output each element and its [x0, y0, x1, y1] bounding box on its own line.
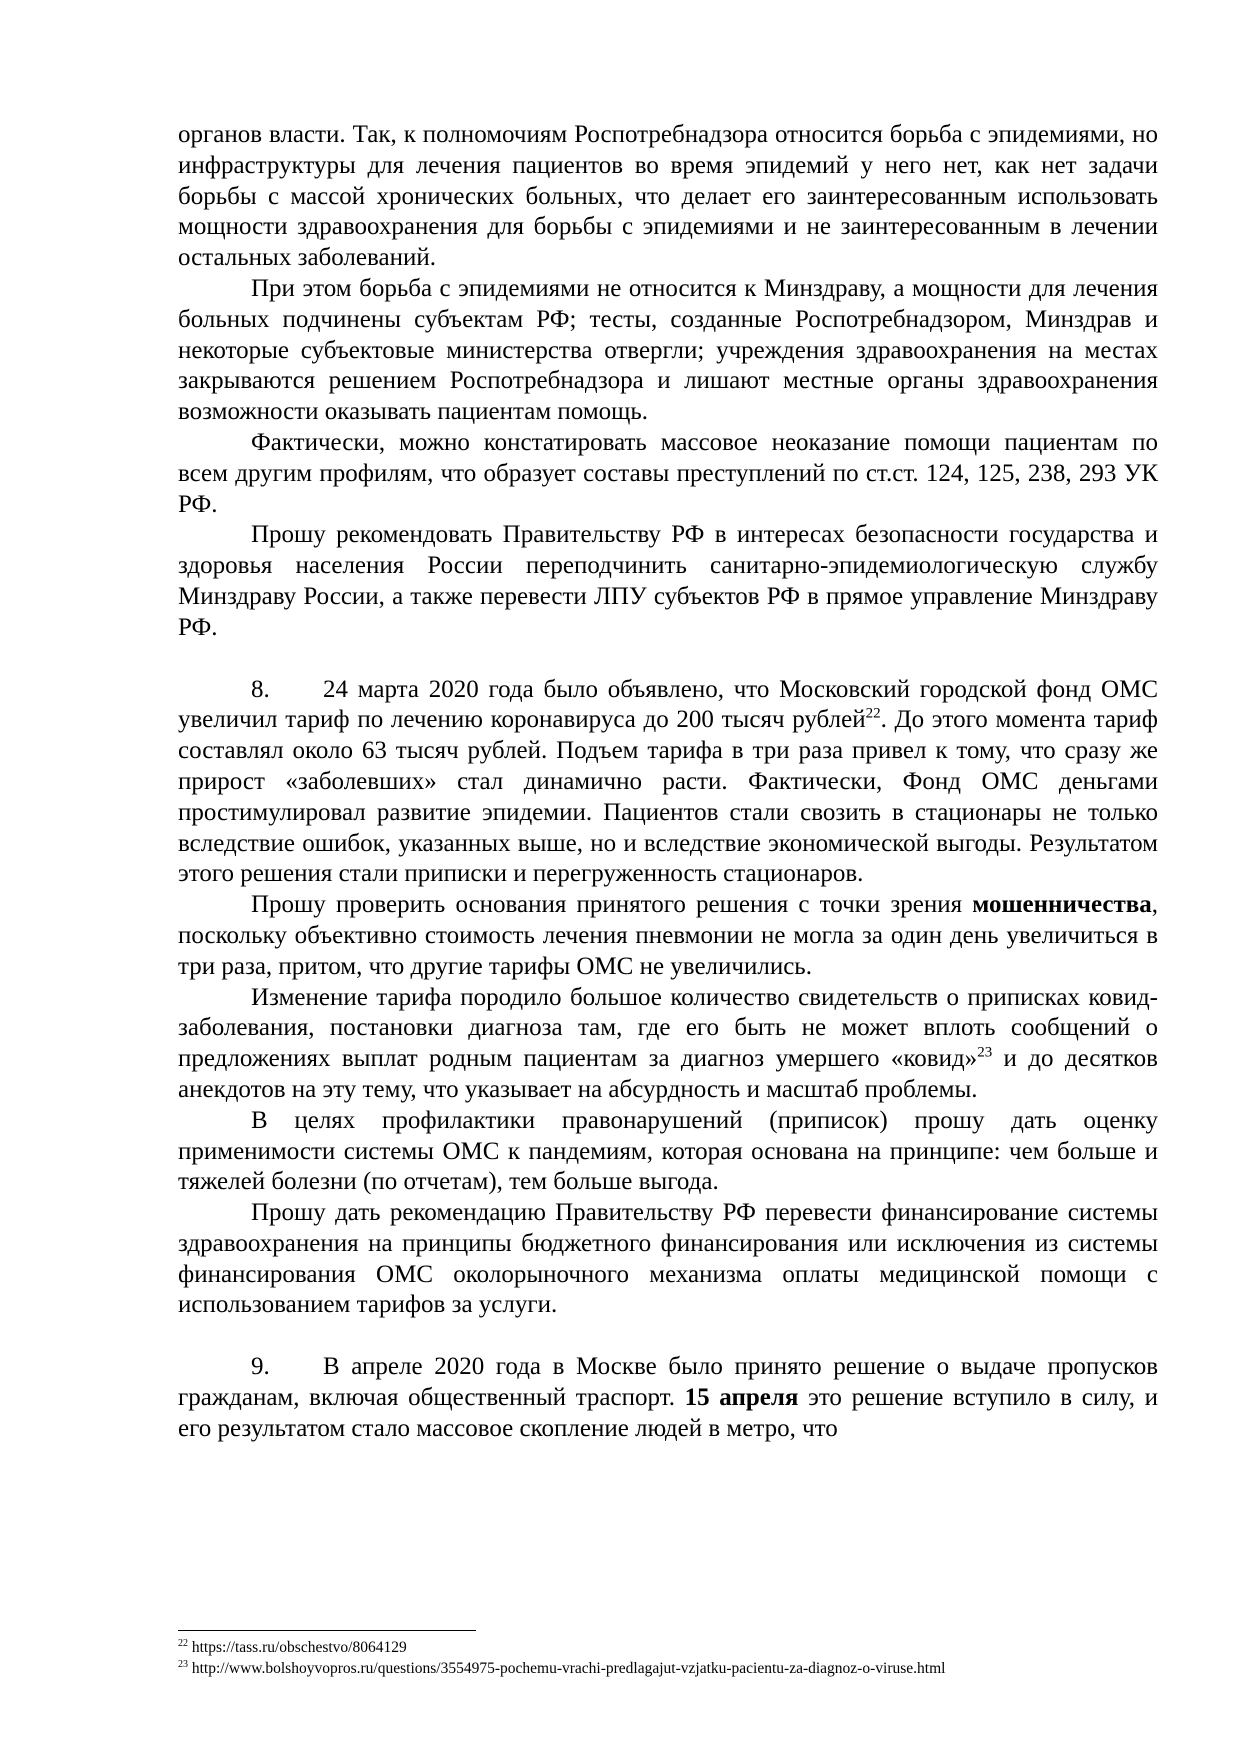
paragraph-prevention: В целях профилактики правонарушений (приписок) прошу дать оценку применимости системы ОМС к пандемиям, которая основана на принципе: чем больше и тяжелей болезни (по отчетам), тем больше выгода. — [178, 1106, 1158, 1196]
tariff-text-end: и до десятков анекдотов на эту тему, что указывает на абсурдность и масштаб проблемы. — [178, 1045, 1158, 1103]
paragraph-gap — [178, 644, 1158, 675]
paragraph-minzdrav: При этом борьба с эпидемиями не относится к Минздраву, а мощности для лечения больных подчинены субъектам РФ; тесты, созданные Роспотребнадзором, Минздрав и некоторые субъектовые министерства отвергли; учреждения здравоохранения на местах закрываются решением Роспотребнадзора и лишают местные органы здравоохранения возможности оказывать пациентам помощь. — [178, 274, 1158, 426]
footnote-22 — [178, 1637, 1178, 1658]
paragraph-financing: Прошу дать рекомендацию Правительству РФ перевести финансирование системы здравоохранения на принципы бюджетного финансирования или исключения из системы финансирования ОМС околорыночного механизма оплаты медицинской помощи с использованием тарифов за услуги. — [178, 1199, 1158, 1319]
item-number: 9. — [251, 1353, 270, 1381]
footnote-23 — [178, 1658, 1178, 1679]
item-9-text-end: это решение вступило в силу, и его результатом стало массовое скопление людей в метро, что — [178, 1384, 1158, 1442]
fraud-text-start: Прошу проверить основания принятого решения с точки зрения — [251, 891, 973, 919]
item-number: 8. — [251, 675, 270, 703]
document-body — [178, 120, 1158, 1445]
paragraph-item-8 — [178, 675, 1158, 891]
paragraph-no-care: Фактически, можно констатировать массовое неоказание помощи пациентам по всем другим профилям, что образует составы преступлений по ст.ст. 124, 125, 238, 293 УК РФ. — [178, 428, 1158, 518]
footnote-link[interactable]: http://www.bolshoyvopros.ru/questions/3554975-pochemu-vrachi-predlagajut-vzjatku-pacientu-za-diagnoz-o-viruse.html — [191, 1660, 946, 1677]
footnote-link[interactable]: https://tass.ru/obschestvo/8064129 — [191, 1639, 407, 1656]
paragraph-authorities: органов власти. Так, к полномочиям Роспотребнадзора относится борьба с эпидемиями, но инфраструктуры для лечения пациентов во время эпидемий у него нет, как нет задачи борьбы с массой хронических больных, что делает его заинтересованным использовать мощности здравоохранения для борьбы с эпидемиями и не заинтересованным в лечении остальных заболеваний. — [178, 121, 1158, 272]
paragraph-tariff-change — [178, 983, 1158, 1106]
footnote-ref-23[interactable]: 23 — [977, 1044, 993, 1061]
fraud-bold-term: мошенничества — [972, 891, 1152, 919]
footnote-ref-22[interactable]: 22 — [865, 706, 881, 723]
paragraph-gap — [178, 1321, 1158, 1352]
paragraph-item-9 — [178, 1352, 1158, 1444]
fraud-text-end: , поскольку объективно стоимость лечения пневмонии не могла за один день увеличиться в три раза, притом, что другие тарифы ОМС не увеличились. — [178, 891, 1158, 980]
footnotes — [178, 1637, 1178, 1679]
item-8-text-end: . До этого момента тариф составлял около 63 тысяч рублей. Подъем тарифа в три раза привел к тому, что сразу же прирост «заболевших» стал динамично расти. Фактически, Фонд ОМС деньгами простимулировал развитие эпидемии. Пациентов стали свозить в стационары не только вследствие ошибок, указанных выше, но и вследствие экономической выгоды. Результатом этого решения стали приписки и перегруженность стационаров. — [178, 706, 1159, 888]
footnote-number: 22 — [178, 1637, 188, 1649]
tariff-text-start: Изменение тарифа породило большое количество свидетельств о приписках ковид-заболевания, постановки диагноза там, где его быть не может вплоть сообщений о предложениях выплат родным пациентам за диагноз умершего «ковид» — [178, 983, 1158, 1073]
footnote-separator — [178, 1630, 476, 1631]
footnote-number: 23 — [178, 1658, 188, 1670]
paragraph-request-resubordinate: Прошу рекомендовать Правительству РФ в интересах безопасности государства и здоровья населения России переподчинить санитарно-эпидемиологическую службу Минздраву России, а также перевести ЛПУ субъектов РФ в прямое управление Минздраву РФ. — [178, 521, 1158, 641]
date-bold: 15 апреля — [684, 1384, 799, 1412]
item-8-text-start: 24 марта 2020 года было объявлено, что Московский городской фонд ОМС увеличил тариф по лечению коронавируса до 200 тысяч рублей — [178, 675, 1158, 734]
paragraph-fraud-check — [178, 890, 1158, 982]
item-9-text-start: В апреле 2020 года в Москве было принято решение о выдаче пропусков гражданам, включая общественный траспорт. — [178, 1353, 1158, 1412]
